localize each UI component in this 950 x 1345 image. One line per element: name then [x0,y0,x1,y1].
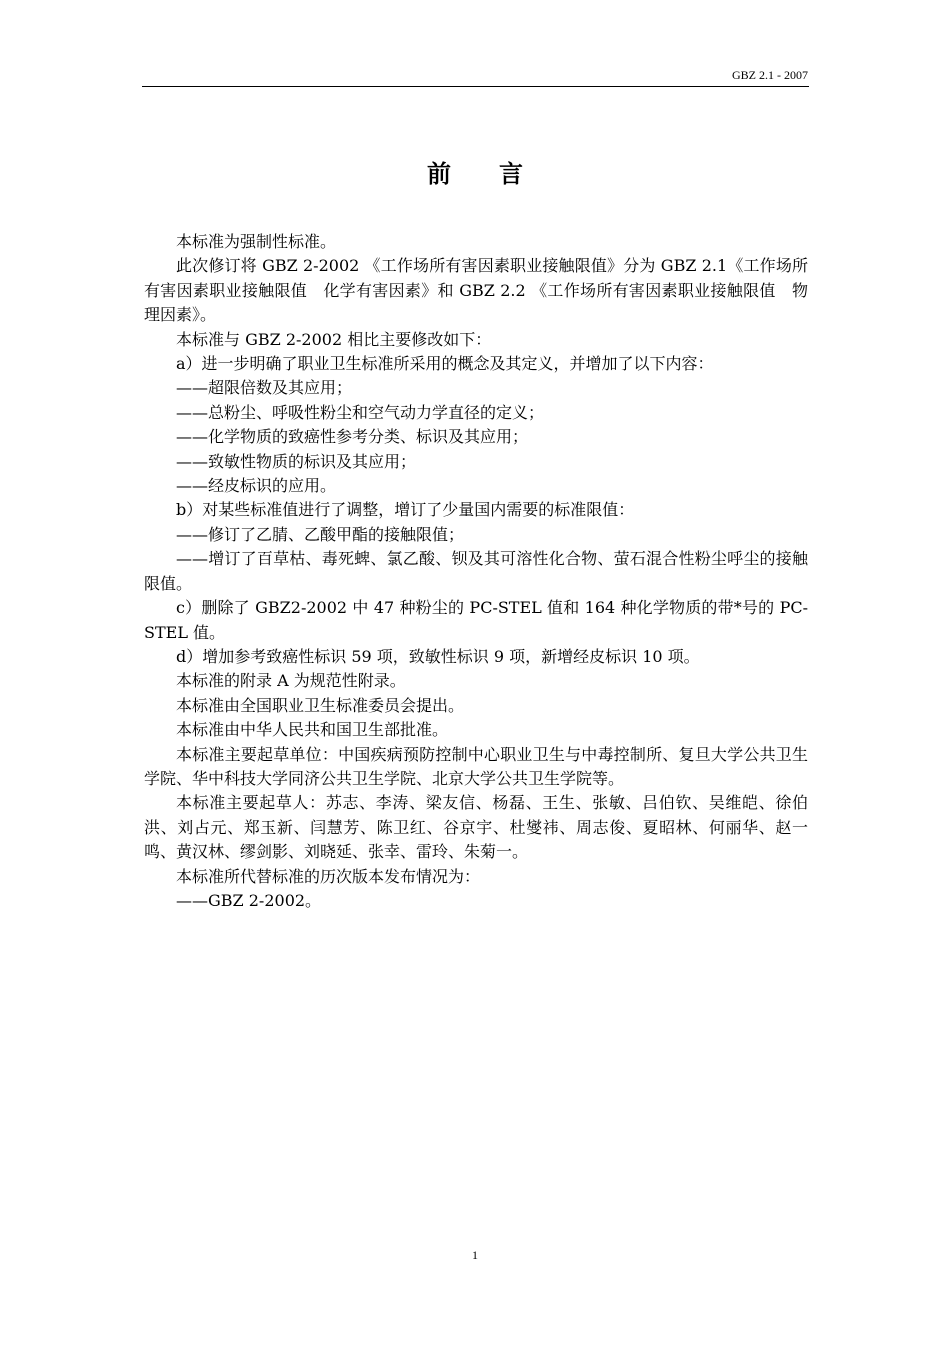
paragraph: c）删除了 GBZ2-2002 中 47 种粉尘的 PC-STEL 值和 164 种化学物质的带*号的 PC-STEL 值。 [144,598,808,642]
paragraph: b）对某些标准值进行了调整，增订了少量国内需要的标准限值： [176,500,635,520]
foreword-body [144,230,808,913]
paragraph: a）进一步明确了职业卫生标准所采用的概念及其定义，并增加了以下内容： [176,354,714,374]
list-item: ——修订了乙腈、乙酸甲酯的接触限值； [176,524,465,544]
list-item: ——总粉尘、呼吸性粉尘和空气动力学直径的定义； [176,402,545,422]
paragraph: 本标准由中华人民共和国卫生部批准。 [176,720,449,740]
header-rule [142,86,809,87]
list-item: ——增订了百草枯、毒死蜱、氯乙酸、钡及其可溶性化合物、萤石混合性粉尘呼尘的接触限值。 [144,549,808,593]
list-item: ——经皮标识的应用。 [176,476,337,496]
paragraph: 本标准与 GBZ 2-2002 相比主要修改如下： [176,329,492,349]
paragraph: d）增加参考致癌性标识 59 项，致敏性标识 9 项，新增经皮标识 10 项。 [176,646,700,666]
paragraph: 本标准的附录 A 为规范性附录。 [176,671,406,691]
document-code: GBZ 2.1 - 2007 [732,68,808,82]
paragraph: 本标准由全国职业卫生标准委员会提出。 [176,695,465,715]
list-item: ——化学物质的致癌性参考分类、标识及其应用； [176,427,529,447]
paragraph: 本标准所代替标准的历次版本发布情况为： [176,866,481,886]
list-item: ——GBZ 2-2002。 [176,890,322,910]
page-number: 1 [472,1248,478,1262]
paragraph: 本标准主要起草单位：中国疾病预防控制中心职业卫生与中毒控制所、复旦大学公共卫生学院、华中科技大学同济公共卫生学院、北京大学公共卫生学院等。 [144,744,808,788]
paragraph: 本标准为强制性标准。 [176,232,337,251]
list-item: ——超限倍数及其应用； [176,378,353,398]
page-title: 前言 [427,160,571,188]
list-item: ——致敏性物质的标识及其应用； [176,451,417,471]
paragraph: 此次修订将 GBZ 2-2002 《工作场所有害因素职业接触限值》分为 GBZ 2.1《工作场所有害因素职业接触限值 化学有害因素》和 GBZ 2.2 《工作场所有害因素职业接触限值 物理因素》。 [144,256,808,325]
paragraph: 本标准主要起草人：苏志、李涛、梁友信、杨磊、王生、张敏、吕伯钦、吴维皑、徐伯洪、刘占元、郑玉新、闫慧芳、陈卫红、谷京宇、杜燮祎、周志俊、夏昭林、何丽华、赵一鸣、黄汉林、缪剑影、刘晓延、张幸、雷玲、朱菊一。 [144,793,808,862]
